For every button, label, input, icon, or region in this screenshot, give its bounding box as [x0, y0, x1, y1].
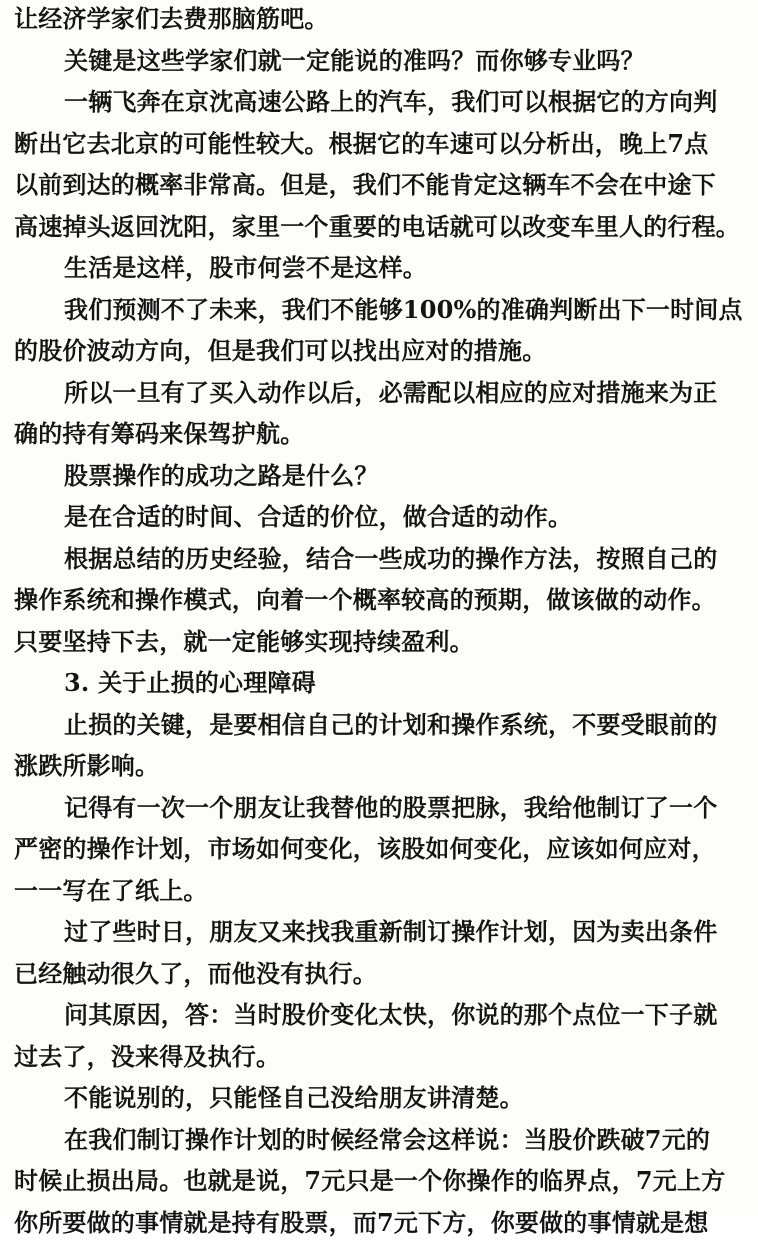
body-text [14, 0, 754, 1243]
text-line: 股票操作的成功之路是什么？ [14, 455, 754, 497]
text-line: 一一写在了纸上。 [14, 870, 754, 912]
text-line: 关键是这些学家们就一定能说的准吗？而你够专业吗？ [14, 40, 754, 82]
text-line: 过了些时日，朋友又来找我重新制订操作计划，因为卖出条件 [14, 911, 754, 953]
text-line: 断出它去北京的可能性较大。根据它的车速可以分析出，晚上7点 [14, 123, 754, 165]
text-line: 在我们制订操作计划的时候经常会这样说：当股价跌破7元的 [14, 1119, 754, 1161]
text-line: 只要坚持下去，就一定能够实现持续盈利。 [14, 621, 754, 663]
text-line: 操作系统和操作模式，向着一个概率较高的预期，做该做的动作。 [14, 579, 754, 621]
text-line: 一辆飞奔在京沈高速公路上的汽车，我们可以根据它的方向判 [14, 81, 754, 123]
text-line: 确的持有筹码来保驾护航。 [14, 413, 754, 455]
text-line: 让经济学家们去费那脑筋吧。 [14, 0, 754, 40]
text-line: 我们预测不了未来，我们不能够100%的准确判断出下一时间点 [14, 289, 754, 331]
text-line: 以前到达的概率非常高。但是，我们不能肯定这辆车不会在中途下 [14, 164, 754, 206]
text-line: 已经触动很久了，而他没有执行。 [14, 953, 754, 995]
text-line: 根据总结的历史经验，结合一些成功的操作方法，按照自己的 [14, 538, 754, 580]
text-line: 止损的关键，是要相信自己的计划和操作系统，不要受眼前的 [14, 704, 754, 746]
text-line: 严密的操作计划，市场如何变化，该股如何变化，应该如何应对， [14, 828, 754, 870]
text-line: 不能说别的，只能怪自己没给朋友讲清楚。 [14, 1077, 754, 1119]
text-line: 高速掉头返回沈阳，家里一个重要的电话就可以改变车里人的行程。 [14, 206, 754, 248]
text-line: 所以一旦有了买入动作以后，必需配以相应的应对措施来为正 [14, 372, 754, 414]
text-line: 生活是这样，股市何尝不是这样。 [14, 247, 754, 289]
text-line: 是在合适的时间、合适的价位，做合适的动作。 [14, 496, 754, 538]
text-line: 时候止损出局。也就是说，7元只是一个你操作的临界点，7元上方 [14, 1160, 754, 1202]
text-line: 的股价波动方向，但是我们可以找出应对的措施。 [14, 330, 754, 372]
text-line: 过去了，没来得及执行。 [14, 1036, 754, 1078]
section-heading: 3. 关于止损的心理障碍 [14, 662, 754, 704]
text-line: 记得有一次一个朋友让我替他的股票把脉，我给他制订了一个 [14, 787, 754, 829]
text-line: 你所要做的事情就是持有股票，而7元下方，你要做的事情就是想 [14, 1202, 754, 1243]
text-line: 问其原因，答：当时股价变化太快，你说的那个点位一下子就 [14, 994, 754, 1036]
text-line: 涨跌所影响。 [14, 745, 754, 787]
